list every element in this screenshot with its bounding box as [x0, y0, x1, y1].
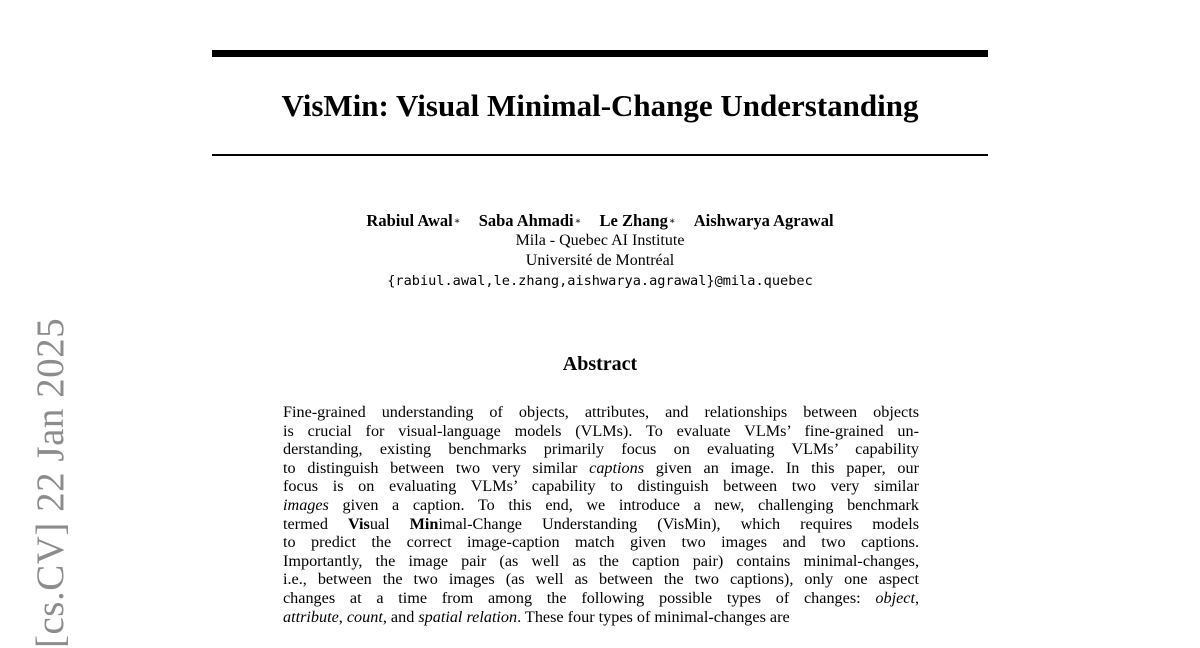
abstract-line	[283, 608, 919, 627]
abstract-text-run: is crucial for visual-language models (VLMs). To evaluate VLMs’ fine-grained un-	[283, 421, 919, 440]
abstract-text-run: Fine-grained understanding of objects, attributes, and relationships between objects	[283, 403, 919, 421]
abstract-emphasis: count	[346, 607, 383, 626]
author-block	[212, 210, 988, 291]
author	[694, 211, 834, 230]
abstract-line	[283, 422, 919, 441]
abstract-text-run: Importantly, the image pair (as well as the caption pair) contains minimal-changes,	[283, 551, 919, 570]
abstract-line	[283, 403, 919, 422]
abstract-line	[283, 477, 919, 496]
abstract-text-run: ual	[369, 514, 410, 533]
author-list	[212, 210, 988, 231]
affiliation: Mila - Quebec AI Institute	[515, 232, 685, 249]
abstract-text-run: focus is on evaluating VLMs’ capability to distinguish between two very similar	[283, 477, 919, 496]
abstract-text-run: changes at a time from among the following possible types of changes:	[283, 588, 876, 607]
title-bottom-rule	[212, 154, 988, 156]
author-name: Rabiul Awal	[366, 211, 453, 230]
abstract-line	[283, 459, 919, 478]
author	[366, 211, 460, 230]
title-top-rule	[212, 50, 988, 57]
abstract-emphasis: captions	[589, 458, 645, 477]
abstract-line	[283, 496, 919, 515]
arxiv-identifier-stamp: [cs.CV] 22 Jan 2025	[29, 317, 72, 648]
abstract-text-run: to predict the correct image-caption match given two images and two captions.	[283, 533, 919, 552]
abstract-emphasis: spatial relation	[418, 607, 518, 626]
abstract-text-run: to distinguish between two very similar	[283, 458, 590, 477]
abstract-text-run: given an image. In this paper, our	[644, 458, 919, 477]
author-name: Le Zhang	[599, 211, 668, 230]
abstract-line	[283, 552, 919, 571]
affiliation: Université de Montréal	[525, 252, 675, 269]
abstract-text-run: given a caption. To this end, we introduce a new, challenging benchmark	[328, 495, 919, 514]
abstract-text-run: i.e., between the two images (as well as between the two captions), only one aspect	[283, 570, 919, 589]
author-name: Aishwarya Agrawal	[693, 211, 834, 230]
paper-title: VisMin: Visual Minimal-Change Understanding	[281, 88, 919, 123]
abstract-text	[283, 403, 919, 626]
equal-contribution-mark: ∗	[453, 216, 461, 227]
abstract-emphasis: attribute	[283, 607, 339, 626]
abstract-text-run: . These four types of minimal-changes are	[517, 607, 790, 626]
abstract-line	[283, 570, 919, 589]
abstract-text-run: , and	[382, 607, 419, 626]
author-name: Saba Ahmadi	[478, 211, 574, 230]
equal-contribution-mark: ∗	[574, 216, 582, 227]
abstract-emphasis: object	[875, 588, 915, 607]
abstract-bold: Vis	[347, 514, 370, 533]
abstract-heading: Abstract	[562, 353, 638, 375]
equal-contribution-mark: ∗	[668, 216, 676, 227]
abstract-bold: Min	[409, 514, 439, 533]
abstract-text-run: ,	[338, 607, 347, 626]
author	[479, 211, 582, 230]
author	[600, 211, 676, 230]
abstract-line	[283, 589, 919, 608]
abstract-text-run: derstanding, existing benchmarks primarily focus on evaluating VLMs’ capability	[283, 440, 919, 459]
abstract-line	[283, 515, 919, 534]
abstract-line	[283, 440, 919, 459]
abstract-text-run: imal-Change Understanding (VisMin), which requires models	[438, 514, 919, 533]
abstract-emphasis: images	[283, 495, 329, 514]
abstract-text-run: ,	[914, 588, 919, 607]
author-email: {rabiul.awal,le.zhang,aishwarya.agrawal}@mila.quebec	[387, 273, 813, 289]
abstract-text-run: termed	[283, 514, 348, 533]
abstract-line	[283, 533, 919, 552]
